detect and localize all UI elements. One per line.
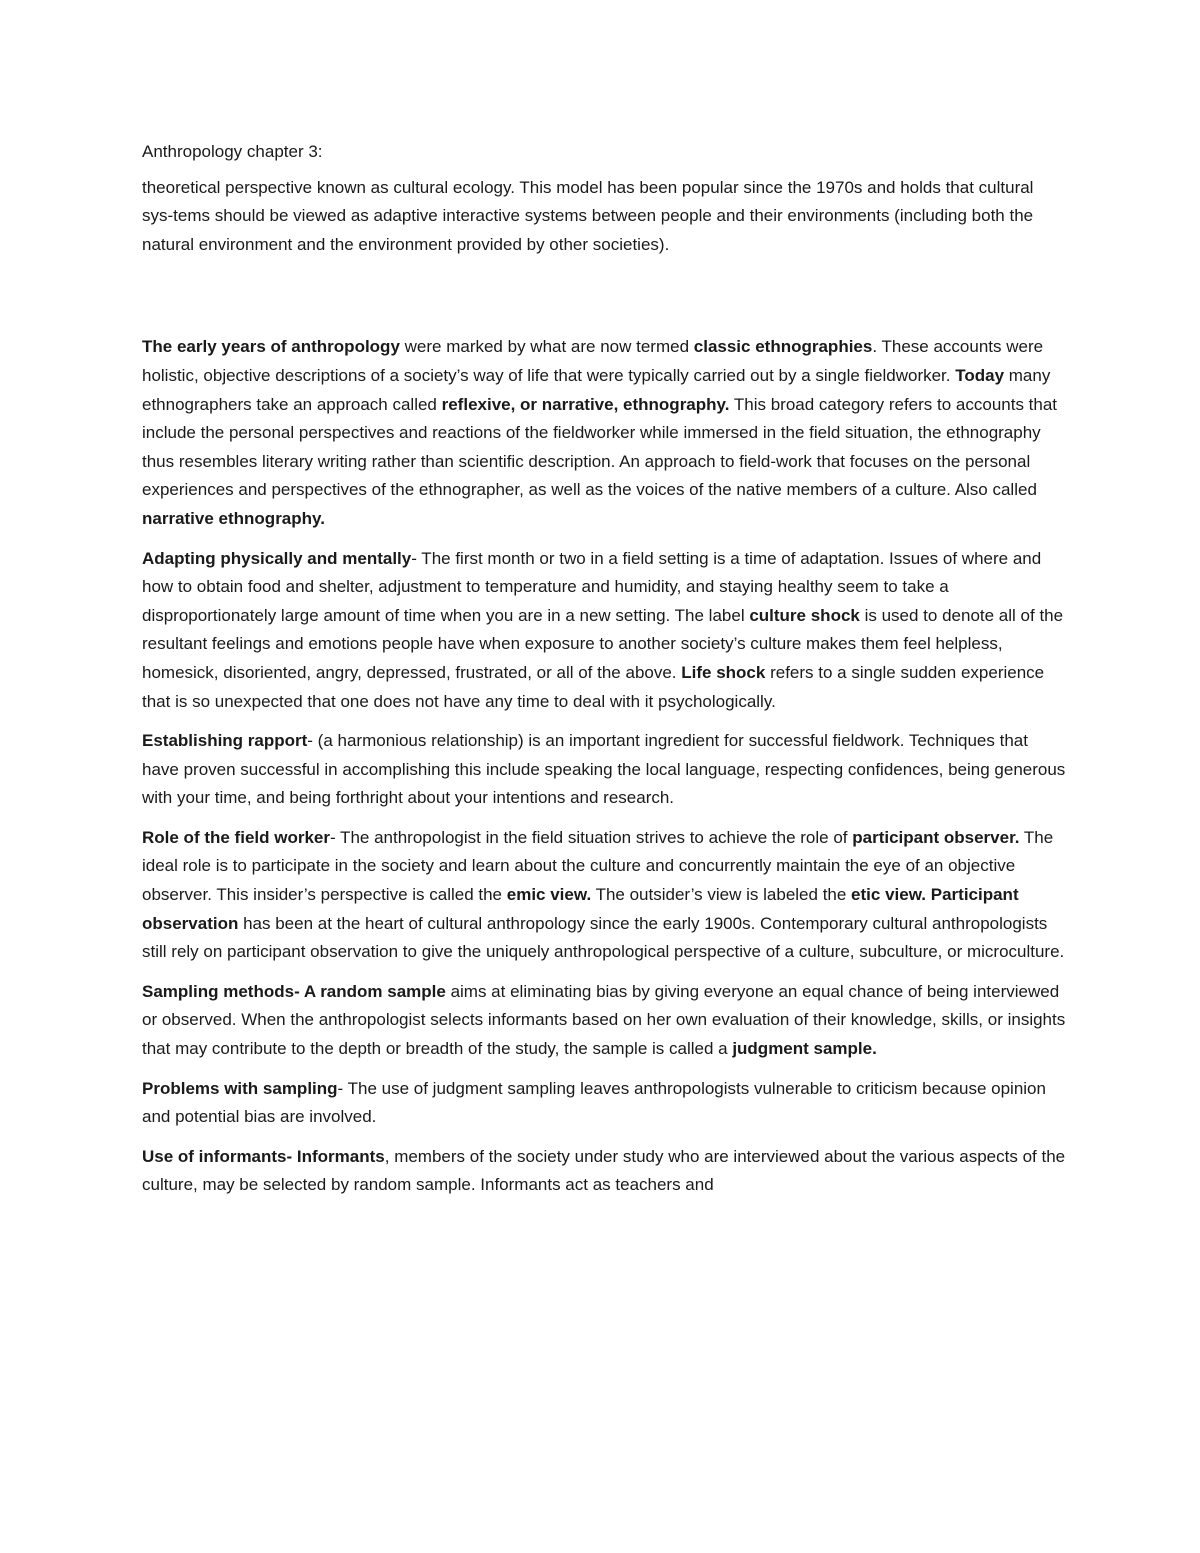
text-run: - The anthropologist in the field situation strives to achieve the role of (329, 827, 853, 847)
text-run: The ideal role is to participate in the society and learn about the culture and concurrently maintain the eye of an objective observer. This insider’s perspective is called the (142, 827, 1054, 905)
text-run: - (a harmonious relationship) is an important ingredient for successful fieldwork. Techniques that have proven successful in accomplishing this include speaking the local language, respecting confidences, being generous with your time, and being forthright about your intentions and research. (142, 731, 1066, 808)
paragraph-sampling (142, 978, 1067, 1064)
bold-term: Life shock (681, 662, 766, 682)
bold-term: Role of the field worker (142, 827, 330, 847)
document-title: Anthropology chapter 3: (142, 142, 323, 161)
text-run: many ethnographers take an approach called (142, 365, 1051, 414)
bold-term: Today (955, 365, 1005, 385)
bold-term: participant observer. (852, 827, 1020, 847)
text-run: were marked by what are now termed (399, 337, 694, 357)
paragraph-sampling-problems (142, 1075, 1067, 1132)
bold-term: Establishing rapport (142, 731, 308, 751)
paragraph-early-years (142, 333, 1067, 533)
text-run: - The use of judgment sampling leaves anthropologists vulnerable to criticism because opinion and potential bias are involved. (142, 1078, 1046, 1127)
text-run: refers to a single sudden experience that is so unexpected that one does not have any time to deal with it psychologically. (142, 662, 1045, 711)
text-run: The outsider’s view is labeled the (591, 885, 852, 905)
paragraph-informants (142, 1143, 1067, 1200)
bold-term: reflexive, or narrative, ethnography. (441, 394, 730, 414)
bold-term: Adapting physically and mentally (142, 548, 412, 568)
paragraph-cultural-ecology (142, 174, 1067, 260)
paragraph-gap (142, 270, 1067, 333)
text-run: , members of the society under study who are interviewed about the various aspects of the culture, may be selected by random sample. Informants act as teachers and (142, 1146, 1066, 1195)
paragraph-field-worker (142, 824, 1067, 967)
bold-term: Use of informants- Informants (142, 1146, 385, 1166)
bold-term: emic view. (506, 885, 592, 905)
text-run: is used to denote all of the resultant feelings and emotions people have when exposure to another society’s culture makes them feel helpless, homesick, disoriented, angry, depressed, frustrated, or all of the above. (142, 605, 1064, 682)
text-run: aims at eliminating bias by giving everyone an equal chance of being interviewed or observed. When the anthropologist selects informants based on her own evaluation of their knowledge, skills, or insights that may contribute to the depth or breadth of the study, the sample is called a (142, 981, 1066, 1059)
bold-term: Participant observation (142, 885, 1019, 933)
bold-term: culture shock (749, 605, 860, 625)
text-run: theoretical perspective known as cultural ecology. This model has been popular since the 1970s and holds that cultural sys-tems should be viewed as adaptive interactive systems between people and their environments (including both the natural environment and the environment provided by other societies). (142, 177, 1034, 254)
bold-term: narrative ethnography. (142, 508, 325, 528)
bold-term: Sampling methods- A random sample (142, 981, 446, 1001)
text-run: - The first month or two in a field setting is a time of adaptation. Issues of where and how to obtain food and shelter, adjustment to temperature and humidity, and staying healthy seem to take a disproportionately large amount of time when you are in a new setting. The label (142, 548, 1042, 625)
document-page (142, 138, 1067, 1211)
paragraph-adapting (142, 545, 1067, 717)
bold-term: judgment sample. (732, 1039, 877, 1059)
bold-term: etic view. (851, 885, 927, 905)
bold-term: classic ethnographies (693, 337, 873, 357)
document-body (142, 174, 1067, 1200)
text-run: . These accounts were holistic, objective descriptions of a society’s way of life that were typically carried out by a single fieldworker. (142, 337, 1044, 385)
paragraph-rapport (142, 727, 1067, 813)
text-run: has been at the heart of cultural anthropology since the early 1900s. Contemporary cultural anthropologists still rely on participant observation to give the uniquely anthropological perspective of a culture, subculture, or microculture. (142, 913, 1065, 962)
bold-term: The early years of anthropology (142, 337, 400, 357)
text-run: This broad category refers to accounts that include the personal perspectives and reactions of the fieldworker while immersed in the field situation, the ethnography thus resembles literary writing rather than scientific description. An approach to field-work that focuses on the personal experiences and perspectives of the ethnographer, as well as the voices of the native members of a culture. Also called (142, 394, 1058, 500)
bold-term: Problems with sampling (142, 1078, 338, 1098)
